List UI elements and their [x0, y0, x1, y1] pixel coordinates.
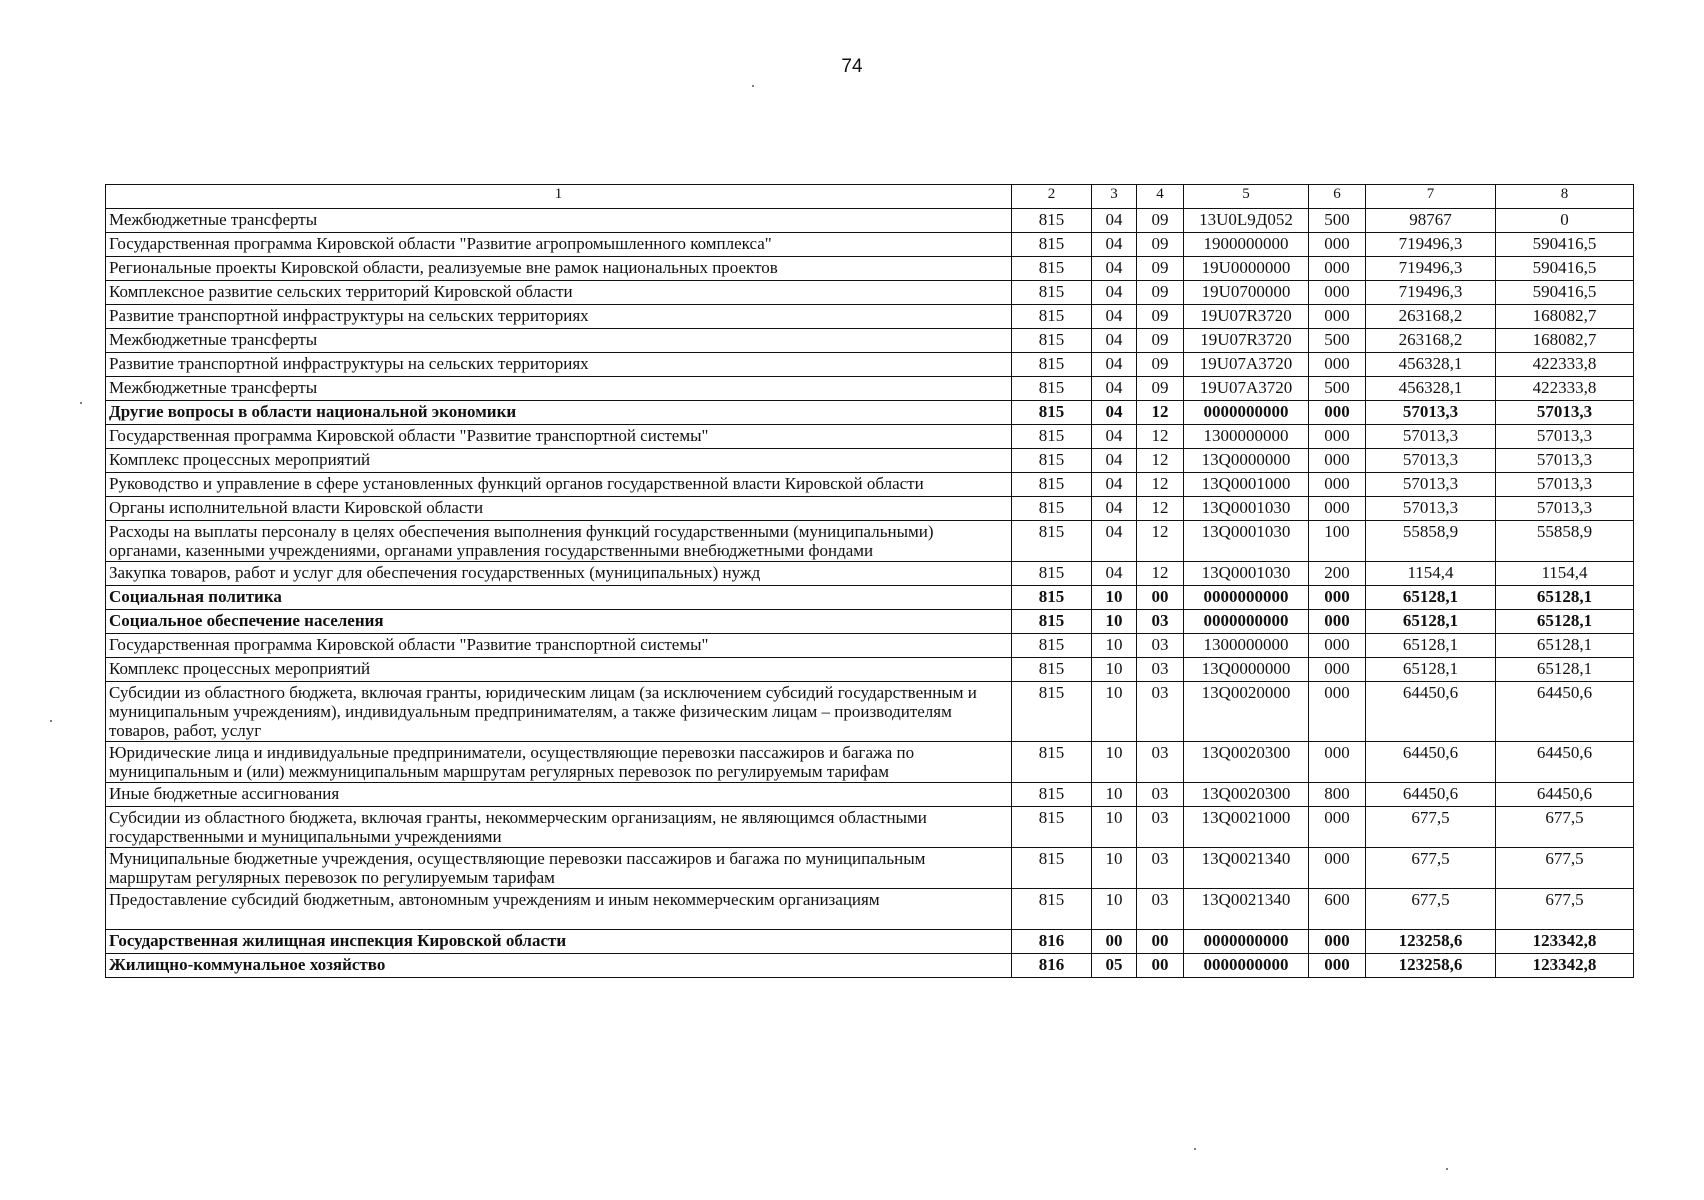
table-row	[106, 473, 1634, 497]
row-amount-2-cell: 65128,1	[1496, 586, 1634, 610]
row-expense-type-cell: 000	[1309, 848, 1366, 889]
row-admin-code-cell: 815	[1012, 562, 1092, 586]
row-amount-2-cell: 422333,8	[1496, 377, 1634, 401]
table-row	[106, 562, 1634, 586]
row-amount-2-cell: 64450,6	[1496, 783, 1634, 807]
row-amount-1-cell: 263168,2	[1366, 305, 1496, 329]
row-expense-type-cell: 000	[1309, 353, 1366, 377]
row-admin-code-cell: 815	[1012, 209, 1092, 233]
row-section-cell: 04	[1092, 305, 1137, 329]
row-section-cell: 04	[1092, 233, 1137, 257]
row-amount-2-cell: 64450,6	[1496, 742, 1634, 783]
row-amount-1-cell: 1154,4	[1366, 562, 1496, 586]
row-target-code-cell: 13Q0020300	[1184, 742, 1309, 783]
row-expense-type-cell: 000	[1309, 401, 1366, 425]
row-expense-type-cell: 000	[1309, 425, 1366, 449]
row-expense-type-cell: 600	[1309, 889, 1366, 930]
row-amount-1-cell: 719496,3	[1366, 233, 1496, 257]
row-amount-2-cell: 422333,8	[1496, 353, 1634, 377]
row-subsection-cell: 12	[1137, 497, 1184, 521]
table-row	[106, 954, 1634, 978]
row-amount-1-cell: 65128,1	[1366, 634, 1496, 658]
row-name-cell: Иные бюджетные ассигнования	[106, 783, 1012, 807]
row-subsection-cell: 03	[1137, 634, 1184, 658]
row-section-cell: 10	[1092, 682, 1137, 742]
row-name-cell: Субсидии из областного бюджета, включая гранты, некоммерческим организациям, не являющимся областными государственными и муниципальными учреждениями	[106, 807, 1012, 848]
row-section-cell: 04	[1092, 209, 1137, 233]
row-name-cell: Расходы на выплаты персоналу в целях обеспечения выполнения функций государственными (муниципальными) органами, казенными учреждениями, органами управления государственными внебюджетными фондами	[106, 521, 1012, 562]
table-row	[106, 353, 1634, 377]
row-name-cell: Юридические лица и индивидуальные предприниматели, осуществляющие перевозки пассажиров и багажа по муниципальным и (или) межмуниципальным маршрутам регулярных перевозок по регулируемым тарифам	[106, 742, 1012, 783]
row-expense-type-cell: 000	[1309, 658, 1366, 682]
row-amount-2-cell: 57013,3	[1496, 497, 1634, 521]
row-target-code-cell: 0000000000	[1184, 954, 1309, 978]
table-body	[106, 185, 1634, 978]
row-expense-type-cell: 000	[1309, 742, 1366, 783]
row-subsection-cell: 03	[1137, 682, 1184, 742]
row-subsection-cell: 12	[1137, 401, 1184, 425]
table-row	[106, 425, 1634, 449]
row-amount-1-cell: 57013,3	[1366, 497, 1496, 521]
row-subsection-cell: 12	[1137, 521, 1184, 562]
row-amount-1-cell: 719496,3	[1366, 257, 1496, 281]
row-target-code-cell: 13Q0021340	[1184, 889, 1309, 930]
row-expense-type-cell: 000	[1309, 930, 1366, 954]
row-admin-code-cell: 816	[1012, 954, 1092, 978]
row-admin-code-cell: 815	[1012, 610, 1092, 634]
row-admin-code-cell: 815	[1012, 401, 1092, 425]
row-amount-2-cell: 590416,5	[1496, 281, 1634, 305]
row-section-cell: 04	[1092, 401, 1137, 425]
row-admin-code-cell: 815	[1012, 658, 1092, 682]
row-admin-code-cell: 815	[1012, 305, 1092, 329]
row-section-cell: 04	[1092, 257, 1137, 281]
row-amount-2-cell: 123342,8	[1496, 954, 1634, 978]
row-target-code-cell: 0000000000	[1184, 401, 1309, 425]
row-name-cell: Закупка товаров, работ и услуг для обеспечения государственных (муниципальных) нужд	[106, 562, 1012, 586]
row-section-cell: 10	[1092, 658, 1137, 682]
row-amount-2-cell: 64450,6	[1496, 682, 1634, 742]
row-name-cell: Комплекс процессных мероприятий	[106, 658, 1012, 682]
table-row	[106, 497, 1634, 521]
row-subsection-cell: 09	[1137, 305, 1184, 329]
row-admin-code-cell: 815	[1012, 329, 1092, 353]
table-row	[106, 658, 1634, 682]
row-name-cell: Органы исполнительной власти Кировской области	[106, 497, 1012, 521]
row-amount-1-cell: 677,5	[1366, 807, 1496, 848]
row-name-cell: Государственная программа Кировской области "Развитие транспортной системы"	[106, 634, 1012, 658]
row-section-cell: 10	[1092, 807, 1137, 848]
row-subsection-cell: 12	[1137, 562, 1184, 586]
row-amount-1-cell: 55858,9	[1366, 521, 1496, 562]
table-row	[106, 449, 1634, 473]
row-name-cell: Межбюджетные трансферты	[106, 329, 1012, 353]
row-expense-type-cell: 000	[1309, 807, 1366, 848]
row-admin-code-cell: 815	[1012, 449, 1092, 473]
row-target-code-cell: 13Q0020000	[1184, 682, 1309, 742]
row-expense-type-cell: 000	[1309, 257, 1366, 281]
table-row	[106, 233, 1634, 257]
row-amount-2-cell: 168082,7	[1496, 305, 1634, 329]
row-subsection-cell: 03	[1137, 807, 1184, 848]
table-row	[106, 586, 1634, 610]
row-target-code-cell: 19U07R3720	[1184, 329, 1309, 353]
row-amount-1-cell: 456328,1	[1366, 377, 1496, 401]
row-section-cell: 04	[1092, 329, 1137, 353]
row-subsection-cell: 00	[1137, 586, 1184, 610]
row-amount-1-cell: 123258,6	[1366, 930, 1496, 954]
row-name-cell: Государственная программа Кировской области "Развитие агропромышленного комплекса"	[106, 233, 1012, 257]
row-expense-type-cell: 500	[1309, 209, 1366, 233]
row-target-code-cell: 0000000000	[1184, 930, 1309, 954]
row-amount-1-cell: 719496,3	[1366, 281, 1496, 305]
row-amount-2-cell: 677,5	[1496, 848, 1634, 889]
row-target-code-cell: 13Q0020300	[1184, 783, 1309, 807]
row-subsection-cell: 03	[1137, 658, 1184, 682]
row-expense-type-cell: 800	[1309, 783, 1366, 807]
table-row	[106, 807, 1634, 848]
row-amount-2-cell: 0	[1496, 209, 1634, 233]
row-target-code-cell: 13Q0021340	[1184, 848, 1309, 889]
table-row	[106, 401, 1634, 425]
row-subsection-cell: 09	[1137, 353, 1184, 377]
row-name-cell: Предоставление субсидий бюджетным, автономным учреждениям и иным некоммерческим организациям	[106, 889, 1012, 930]
row-name-cell: Социальное обеспечение населения	[106, 610, 1012, 634]
row-expense-type-cell: 000	[1309, 305, 1366, 329]
table-row	[106, 209, 1634, 233]
row-section-cell: 10	[1092, 586, 1137, 610]
row-target-code-cell: 13Q0001030	[1184, 497, 1309, 521]
row-amount-2-cell: 590416,5	[1496, 233, 1634, 257]
scan-speck	[752, 85, 754, 87]
row-amount-2-cell: 55858,9	[1496, 521, 1634, 562]
page-number: 74	[841, 56, 863, 77]
row-name-cell: Жилищно-коммунальное хозяйство	[106, 954, 1012, 978]
row-admin-code-cell: 815	[1012, 257, 1092, 281]
row-subsection-cell: 09	[1137, 377, 1184, 401]
row-section-cell: 04	[1092, 449, 1137, 473]
table-header-row	[106, 185, 1634, 209]
table-row	[106, 521, 1634, 562]
row-amount-2-cell: 57013,3	[1496, 401, 1634, 425]
row-admin-code-cell: 815	[1012, 281, 1092, 305]
row-amount-2-cell: 57013,3	[1496, 425, 1634, 449]
row-target-code-cell: 13Q0021000	[1184, 807, 1309, 848]
row-expense-type-cell: 500	[1309, 377, 1366, 401]
row-amount-1-cell: 65128,1	[1366, 610, 1496, 634]
row-amount-2-cell: 123342,8	[1496, 930, 1634, 954]
row-name-cell: Руководство и управление в сфере установленных функций органов государственной власти Кировской области	[106, 473, 1012, 497]
row-name-cell: Межбюджетные трансферты	[106, 209, 1012, 233]
scan-speck	[80, 402, 82, 404]
row-section-cell: 04	[1092, 377, 1137, 401]
row-admin-code-cell: 815	[1012, 233, 1092, 257]
table-row	[106, 742, 1634, 783]
row-amount-2-cell: 57013,3	[1496, 449, 1634, 473]
row-admin-code-cell: 815	[1012, 353, 1092, 377]
row-amount-1-cell: 677,5	[1366, 848, 1496, 889]
row-subsection-cell: 00	[1137, 954, 1184, 978]
table-row	[106, 889, 1634, 930]
header-cell: 8	[1496, 185, 1634, 209]
row-section-cell: 04	[1092, 497, 1137, 521]
row-amount-2-cell: 65128,1	[1496, 658, 1634, 682]
row-amount-1-cell: 65128,1	[1366, 586, 1496, 610]
row-section-cell: 04	[1092, 425, 1137, 449]
row-subsection-cell: 03	[1137, 783, 1184, 807]
row-target-code-cell: 13U0L9Д052	[1184, 209, 1309, 233]
table-row	[106, 634, 1634, 658]
row-expense-type-cell: 000	[1309, 682, 1366, 742]
row-subsection-cell: 09	[1137, 329, 1184, 353]
row-section-cell: 05	[1092, 954, 1137, 978]
row-target-code-cell: 19U07A3720	[1184, 377, 1309, 401]
row-section-cell: 10	[1092, 783, 1137, 807]
row-target-code-cell: 1300000000	[1184, 634, 1309, 658]
row-target-code-cell: 13Q0001030	[1184, 521, 1309, 562]
row-section-cell: 00	[1092, 930, 1137, 954]
header-cell: 3	[1092, 185, 1137, 209]
table-row	[106, 281, 1634, 305]
row-admin-code-cell: 815	[1012, 377, 1092, 401]
row-target-code-cell: 19U07A3720	[1184, 353, 1309, 377]
header-cell: 5	[1184, 185, 1309, 209]
row-admin-code-cell: 815	[1012, 586, 1092, 610]
table-row	[106, 682, 1634, 742]
row-subsection-cell: 03	[1137, 742, 1184, 783]
row-expense-type-cell: 000	[1309, 473, 1366, 497]
row-admin-code-cell: 816	[1012, 930, 1092, 954]
row-name-cell: Комплексное развитие сельских территорий Кировской области	[106, 281, 1012, 305]
table-row	[106, 930, 1634, 954]
row-admin-code-cell: 815	[1012, 425, 1092, 449]
row-section-cell: 10	[1092, 848, 1137, 889]
row-target-code-cell: 19U0700000	[1184, 281, 1309, 305]
row-name-cell: Субсидии из областного бюджета, включая гранты, юридическим лицам (за исключением субсидий государственным и муниципальным учреждениям), индивидуальным предпринимателям, а также физическим лицам – производителям товаров, работ, услуг	[106, 682, 1012, 742]
row-admin-code-cell: 815	[1012, 682, 1092, 742]
row-expense-type-cell: 000	[1309, 449, 1366, 473]
row-name-cell: Развитие транспортной инфраструктуры на сельских территориях	[106, 305, 1012, 329]
row-admin-code-cell: 815	[1012, 807, 1092, 848]
row-subsection-cell: 12	[1137, 449, 1184, 473]
table-row	[106, 305, 1634, 329]
row-amount-1-cell: 65128,1	[1366, 658, 1496, 682]
row-subsection-cell: 09	[1137, 233, 1184, 257]
row-admin-code-cell: 815	[1012, 889, 1092, 930]
header-cell: 1	[106, 185, 1012, 209]
row-expense-type-cell: 000	[1309, 610, 1366, 634]
scan-speck	[50, 720, 52, 722]
row-section-cell: 10	[1092, 610, 1137, 634]
row-target-code-cell: 13Q0000000	[1184, 449, 1309, 473]
row-subsection-cell: 00	[1137, 930, 1184, 954]
row-amount-1-cell: 456328,1	[1366, 353, 1496, 377]
row-amount-2-cell: 677,5	[1496, 889, 1634, 930]
header-cell: 4	[1137, 185, 1184, 209]
row-amount-2-cell: 57013,3	[1496, 473, 1634, 497]
header-cell: 2	[1012, 185, 1092, 209]
table-row	[106, 848, 1634, 889]
table-row	[106, 377, 1634, 401]
row-name-cell: Региональные проекты Кировской области, реализуемые вне рамок национальных проектов	[106, 257, 1012, 281]
row-target-code-cell: 13Q0001030	[1184, 562, 1309, 586]
row-section-cell: 04	[1092, 562, 1137, 586]
row-name-cell: Государственная программа Кировской области "Развитие транспортной системы"	[106, 425, 1012, 449]
row-name-cell: Другие вопросы в области национальной экономики	[106, 401, 1012, 425]
row-subsection-cell: 09	[1137, 209, 1184, 233]
scan-speck	[1194, 1148, 1196, 1150]
row-target-code-cell: 0000000000	[1184, 610, 1309, 634]
row-expense-type-cell: 000	[1309, 586, 1366, 610]
row-amount-1-cell: 64450,6	[1366, 682, 1496, 742]
row-admin-code-cell: 815	[1012, 783, 1092, 807]
row-amount-2-cell: 590416,5	[1496, 257, 1634, 281]
row-admin-code-cell: 815	[1012, 742, 1092, 783]
row-section-cell: 10	[1092, 889, 1137, 930]
row-admin-code-cell: 815	[1012, 521, 1092, 562]
row-subsection-cell: 09	[1137, 281, 1184, 305]
row-subsection-cell: 12	[1137, 473, 1184, 497]
row-name-cell: Развитие транспортной инфраструктуры на сельских территориях	[106, 353, 1012, 377]
row-name-cell: Межбюджетные трансферты	[106, 377, 1012, 401]
row-admin-code-cell: 815	[1012, 848, 1092, 889]
row-expense-type-cell: 000	[1309, 954, 1366, 978]
row-admin-code-cell: 815	[1012, 473, 1092, 497]
row-section-cell: 10	[1092, 634, 1137, 658]
row-amount-1-cell: 263168,2	[1366, 329, 1496, 353]
row-name-cell: Государственная жилищная инспекция Кировской области	[106, 930, 1012, 954]
row-target-code-cell: 1300000000	[1184, 425, 1309, 449]
row-section-cell: 04	[1092, 521, 1137, 562]
row-section-cell: 04	[1092, 473, 1137, 497]
row-subsection-cell: 03	[1137, 889, 1184, 930]
row-target-code-cell: 19U0000000	[1184, 257, 1309, 281]
row-amount-1-cell: 64450,6	[1366, 742, 1496, 783]
row-amount-1-cell: 57013,3	[1366, 425, 1496, 449]
table-row	[106, 329, 1634, 353]
row-expense-type-cell: 100	[1309, 521, 1366, 562]
table-row	[106, 257, 1634, 281]
row-target-code-cell: 19U07R3720	[1184, 305, 1309, 329]
row-admin-code-cell: 815	[1012, 497, 1092, 521]
row-amount-2-cell: 65128,1	[1496, 610, 1634, 634]
row-subsection-cell: 03	[1137, 848, 1184, 889]
row-expense-type-cell: 000	[1309, 634, 1366, 658]
row-expense-type-cell: 200	[1309, 562, 1366, 586]
row-expense-type-cell: 000	[1309, 497, 1366, 521]
header-cell: 6	[1309, 185, 1366, 209]
row-expense-type-cell: 000	[1309, 233, 1366, 257]
row-expense-type-cell: 500	[1309, 329, 1366, 353]
scan-speck	[1446, 1168, 1448, 1170]
row-section-cell: 10	[1092, 742, 1137, 783]
row-amount-1-cell: 64450,6	[1366, 783, 1496, 807]
row-subsection-cell: 12	[1137, 425, 1184, 449]
row-amount-1-cell: 57013,3	[1366, 449, 1496, 473]
row-target-code-cell: 13Q0001000	[1184, 473, 1309, 497]
budget-table	[105, 184, 1634, 978]
row-admin-code-cell: 815	[1012, 634, 1092, 658]
row-section-cell: 04	[1092, 353, 1137, 377]
header-cell: 7	[1366, 185, 1496, 209]
row-name-cell: Социальная политика	[106, 586, 1012, 610]
row-amount-1-cell: 57013,3	[1366, 401, 1496, 425]
row-name-cell: Комплекс процессных мероприятий	[106, 449, 1012, 473]
table-row	[106, 783, 1634, 807]
row-amount-1-cell: 98767	[1366, 209, 1496, 233]
row-subsection-cell: 03	[1137, 610, 1184, 634]
row-amount-2-cell: 677,5	[1496, 807, 1634, 848]
row-amount-2-cell: 168082,7	[1496, 329, 1634, 353]
row-amount-1-cell: 57013,3	[1366, 473, 1496, 497]
row-amount-2-cell: 65128,1	[1496, 634, 1634, 658]
row-amount-1-cell: 677,5	[1366, 889, 1496, 930]
row-amount-1-cell: 123258,6	[1366, 954, 1496, 978]
row-expense-type-cell: 000	[1309, 281, 1366, 305]
row-target-code-cell: 13Q0000000	[1184, 658, 1309, 682]
row-target-code-cell: 1900000000	[1184, 233, 1309, 257]
table-row	[106, 610, 1634, 634]
row-name-cell: Муниципальные бюджетные учреждения, осуществляющие перевозки пассажиров и багажа по муниципальным маршрутам регулярных перевозок по регулируемым тарифам	[106, 848, 1012, 889]
row-amount-2-cell: 1154,4	[1496, 562, 1634, 586]
row-target-code-cell: 0000000000	[1184, 586, 1309, 610]
row-subsection-cell: 09	[1137, 257, 1184, 281]
row-section-cell: 04	[1092, 281, 1137, 305]
